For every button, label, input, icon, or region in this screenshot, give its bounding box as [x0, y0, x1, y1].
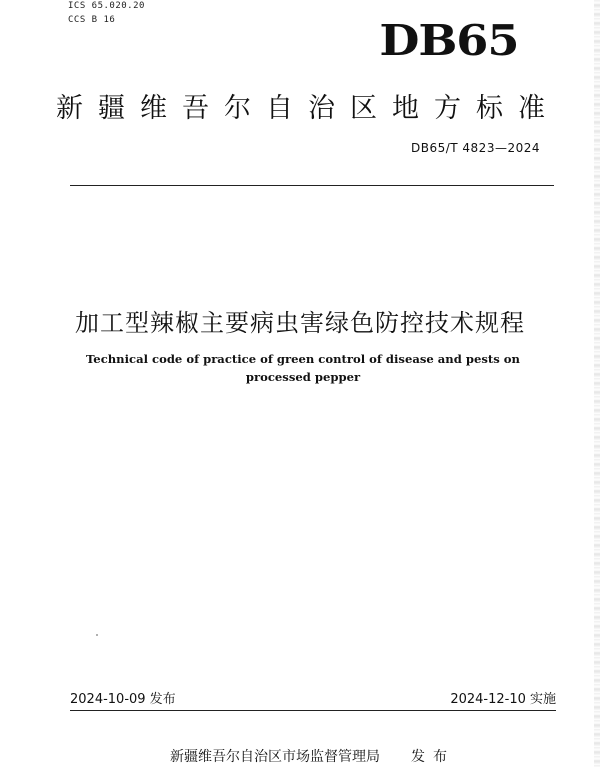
document-title-chinese: 加工型辣椒主要病虫害绿色防控技术规程 — [75, 309, 525, 337]
issuing-authority: 新疆维吾尔自治区市场监督管理局 — [170, 749, 380, 765]
implementation-date: 2024-12-10 实施 — [450, 692, 556, 707]
footer-divider — [70, 710, 556, 711]
scan-speck — [96, 634, 98, 636]
standard-logo: DB65 — [378, 16, 518, 65]
document-title-english: Technical code of practice of green control of disease and pests on processed pepper — [86, 352, 520, 384]
header-divider — [70, 185, 554, 186]
ics-code: ICS 65.020.20 — [68, 1, 145, 11]
ccs-code: CCS B 16 — [68, 15, 116, 25]
issue-date: 2024-10-09 发布 — [70, 692, 176, 707]
authority-title: 新疆维吾尔自治区地方标准 — [56, 93, 560, 124]
scan-edge-noise — [594, 0, 600, 767]
issue-label: 发布 — [411, 749, 455, 765]
standard-number: DB65/T 4823—2024 — [410, 141, 540, 155]
